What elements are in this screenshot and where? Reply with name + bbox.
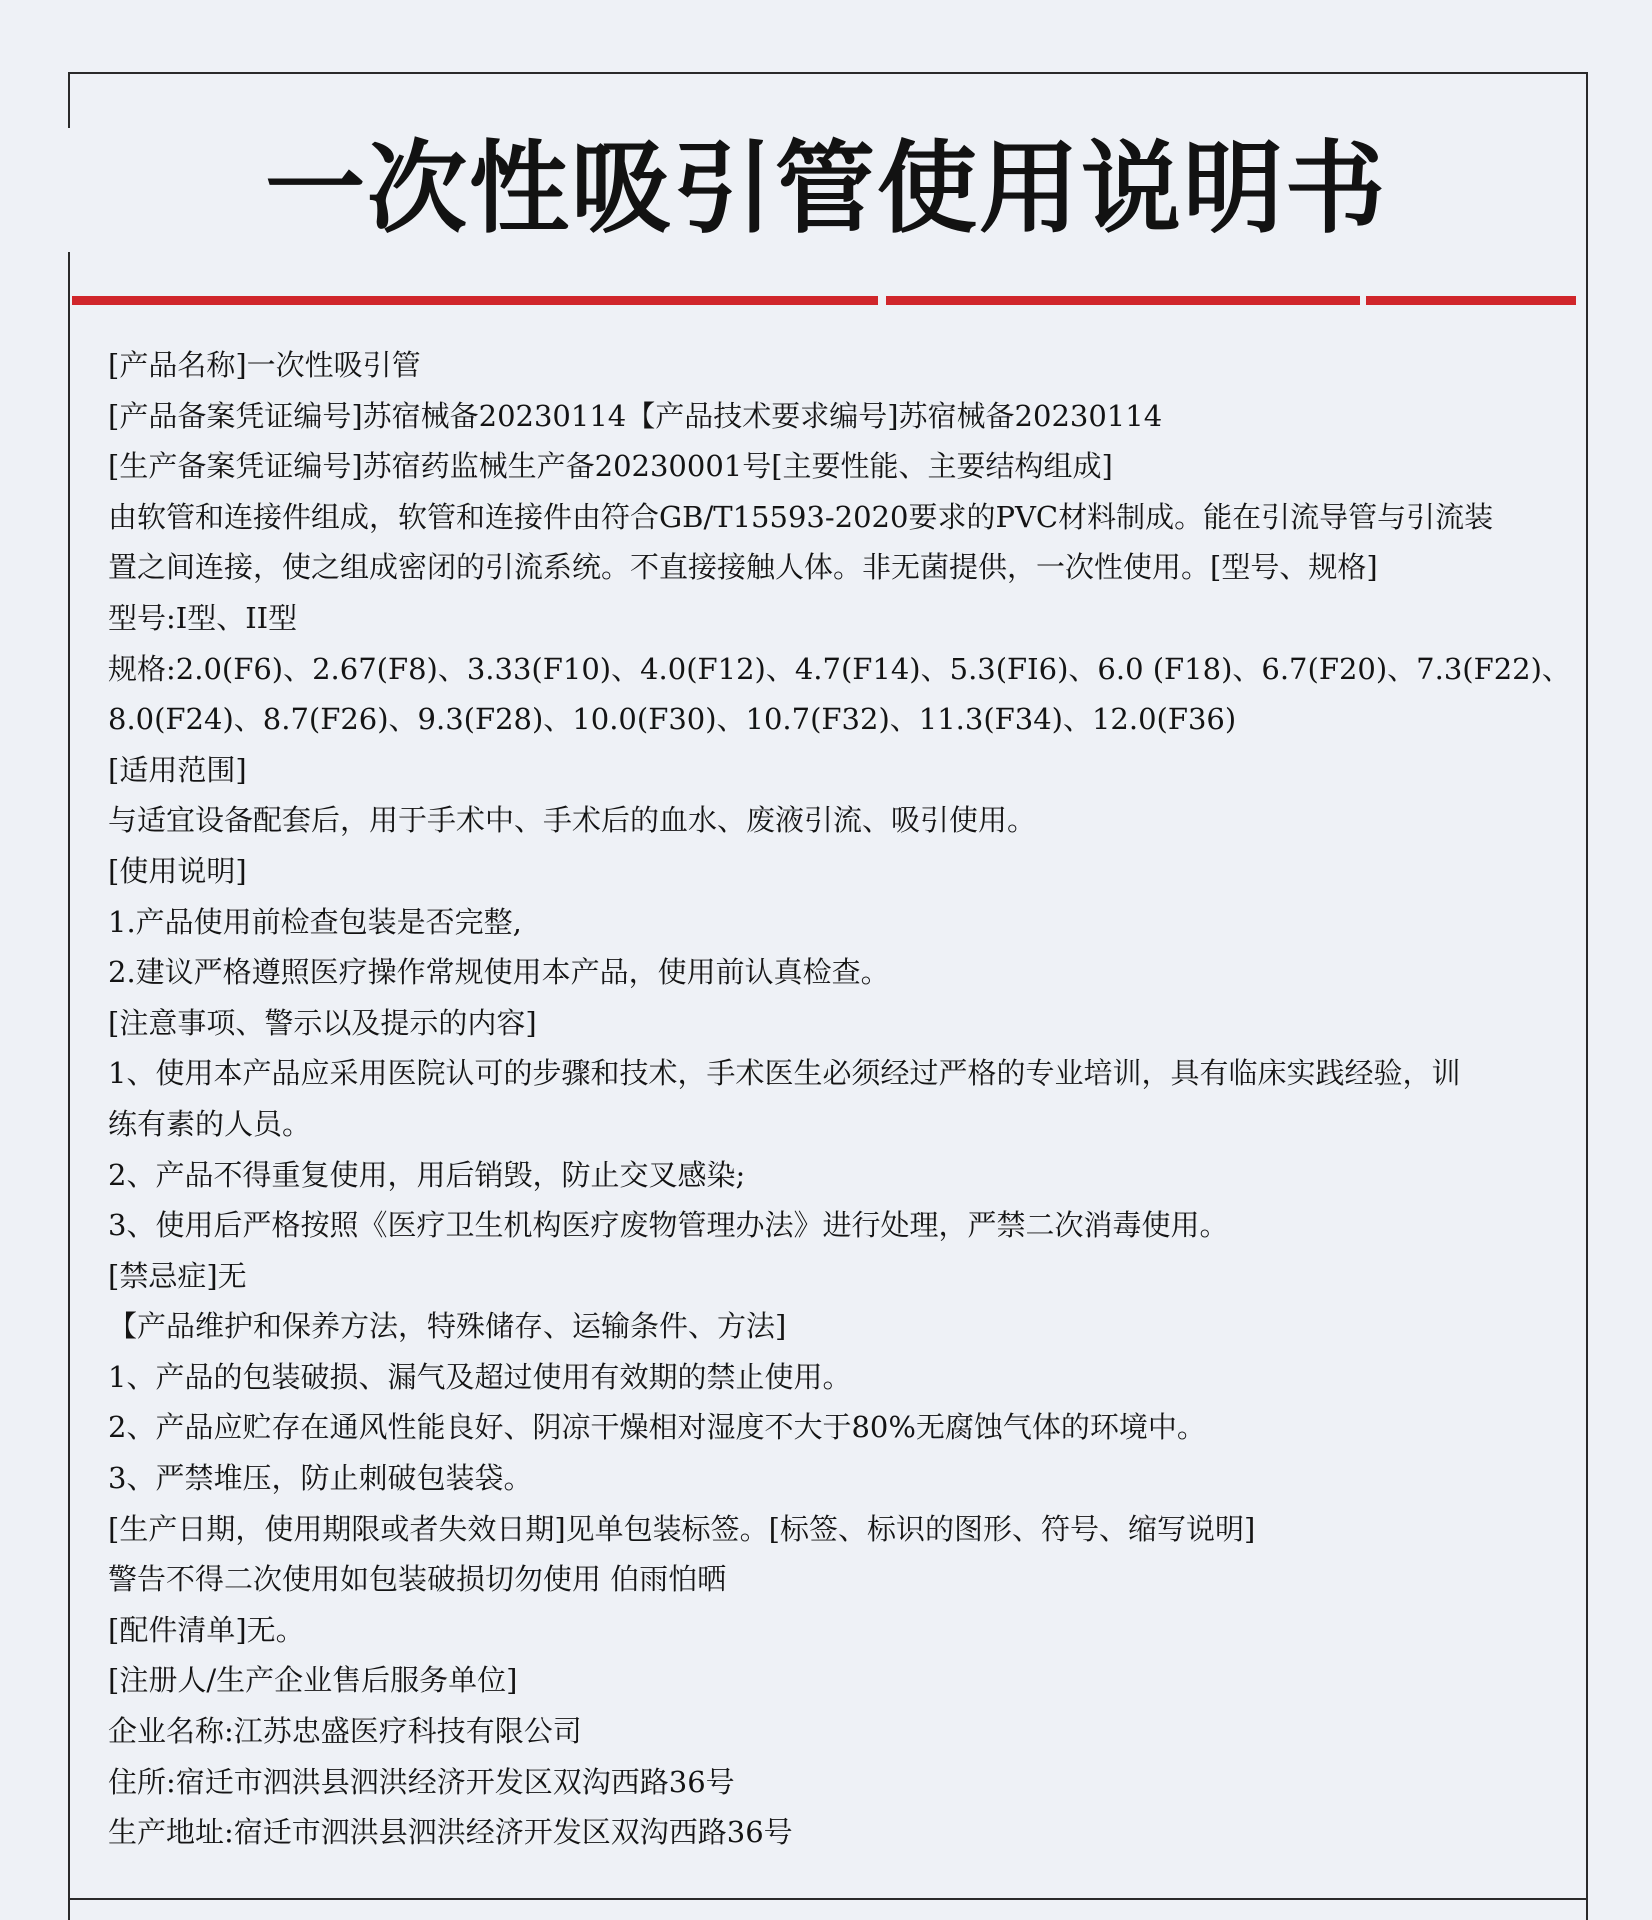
frame-left-border-upper [68, 72, 70, 128]
specification-line: 8.0(F24)、8.7(F26)、9.3(F28)、10.0(F30)、10.7(F32)、11.3(F34)、12.0(F36) [108, 702, 1237, 737]
product-name-line: [产品名称]一次性吸引管 [108, 348, 421, 382]
document-body [108, 340, 1571, 1858]
precautions-item: 练有素的人员。 [108, 1106, 312, 1141]
production-date-line: [生产日期，使用期限或者失效日期]见单包装标签。[标签、标识的图形、符号、缩写说明] [108, 1511, 1256, 1546]
precautions-heading: [注意事项、警示以及提示的内容] [108, 1005, 537, 1040]
composition-text-line: 置之间连接，使之组成密闭的引流系统。不直接接触人体。非无菌提供，一次性使用。[型号、规格] [108, 550, 1378, 585]
usage-item: 2.建议严格遵照医疗操作常规使用本产品，使用前认真检查。 [108, 955, 890, 990]
scope-heading: [适用范围] [108, 752, 247, 787]
after-sales-heading: [注册人/生产企业售后服务单位] [108, 1663, 518, 1698]
composition-text-line: 由软管和连接件组成，软管和连接件由符合GB/T15593-2020要求的PVC材料制成。能在引流导管与引流装 [108, 499, 1494, 534]
scope-text: 与适宜设备配套后，用于手术中、手术后的血水、废液引流、吸引使用。 [108, 803, 1037, 838]
maintenance-item: 3、严禁堆压，防止刺破包装袋。 [108, 1461, 533, 1496]
title-rule-segment [72, 296, 878, 305]
filing-number-line: [产品备案凭证编号]苏宿械备20230114【产品技术要求编号]苏宿械备20230114 [108, 398, 1163, 433]
label-symbols-line: 警告不得二次使用如包装破损切勿使用 伯雨怕晒 [108, 1562, 727, 1597]
company-name-line: 企业名称:江苏忠盛医疗科技有限公司 [108, 1714, 582, 1749]
specification-line: 规格:2.0(F6)、2.67(F8)、3.33(F10)、4.0(F12)、4.7(F14)、5.3(FI6)、6.0 (F18)、6.7(F20)、7.3(F22)、 [108, 651, 1571, 686]
title-rule-segment [1366, 296, 1576, 305]
accessories-line: [配件清单]无。 [108, 1612, 305, 1647]
frame-bottom-border [68, 1898, 1588, 1900]
usage-heading: [使用说明] [108, 853, 247, 888]
frame-right-border [1586, 72, 1588, 1920]
maintenance-heading: 【产品维护和保养方法，特殊储存、运输条件、方法] [108, 1309, 787, 1344]
precautions-item: 3、使用后严格按照《医疗卫生机构医疗废物管理办法》进行处理，严禁二次消毒使用。 [108, 1208, 1229, 1243]
frame-top-border [68, 72, 1588, 74]
precautions-item: 1、使用本产品应采用医院认可的步骤和技术，手术医生必须经过严格的专业培训，具有临床实践经验，训 [108, 1056, 1461, 1091]
maintenance-item: 1、产品的包装破损、漏气及超过使用有效期的禁止使用。 [108, 1359, 852, 1394]
precautions-item: 2、产品不得重复使用，用后销毁，防止交叉感染; [108, 1157, 746, 1192]
production-address-line: 生产地址:宿迁市泗洪县泗洪经济开发区双沟西路36号 [108, 1815, 793, 1850]
contraindications-line: [禁忌症]无 [108, 1258, 247, 1293]
production-filing-line: [生产备案凭证编号]苏宿药监械生产备20230001号[主要性能、主要结构组成] [108, 449, 1113, 484]
title-rule-segment [886, 296, 1360, 305]
frame-left-border-lower [68, 252, 70, 1920]
model-line: 型号:I型、II型 [108, 600, 298, 635]
document-title: 一次性吸引管使用说明书 [265, 129, 1387, 247]
usage-item: 1.产品使用前检查包装是否完整, [108, 904, 522, 939]
maintenance-item: 2、产品应贮存在通风性能良好、阴凉干燥相对湿度不大于80%无腐蚀气体的环境中。 [108, 1410, 1206, 1445]
company-address-line: 住所:宿迁市泗洪县泗洪经济开发区双沟西路36号 [108, 1764, 735, 1799]
